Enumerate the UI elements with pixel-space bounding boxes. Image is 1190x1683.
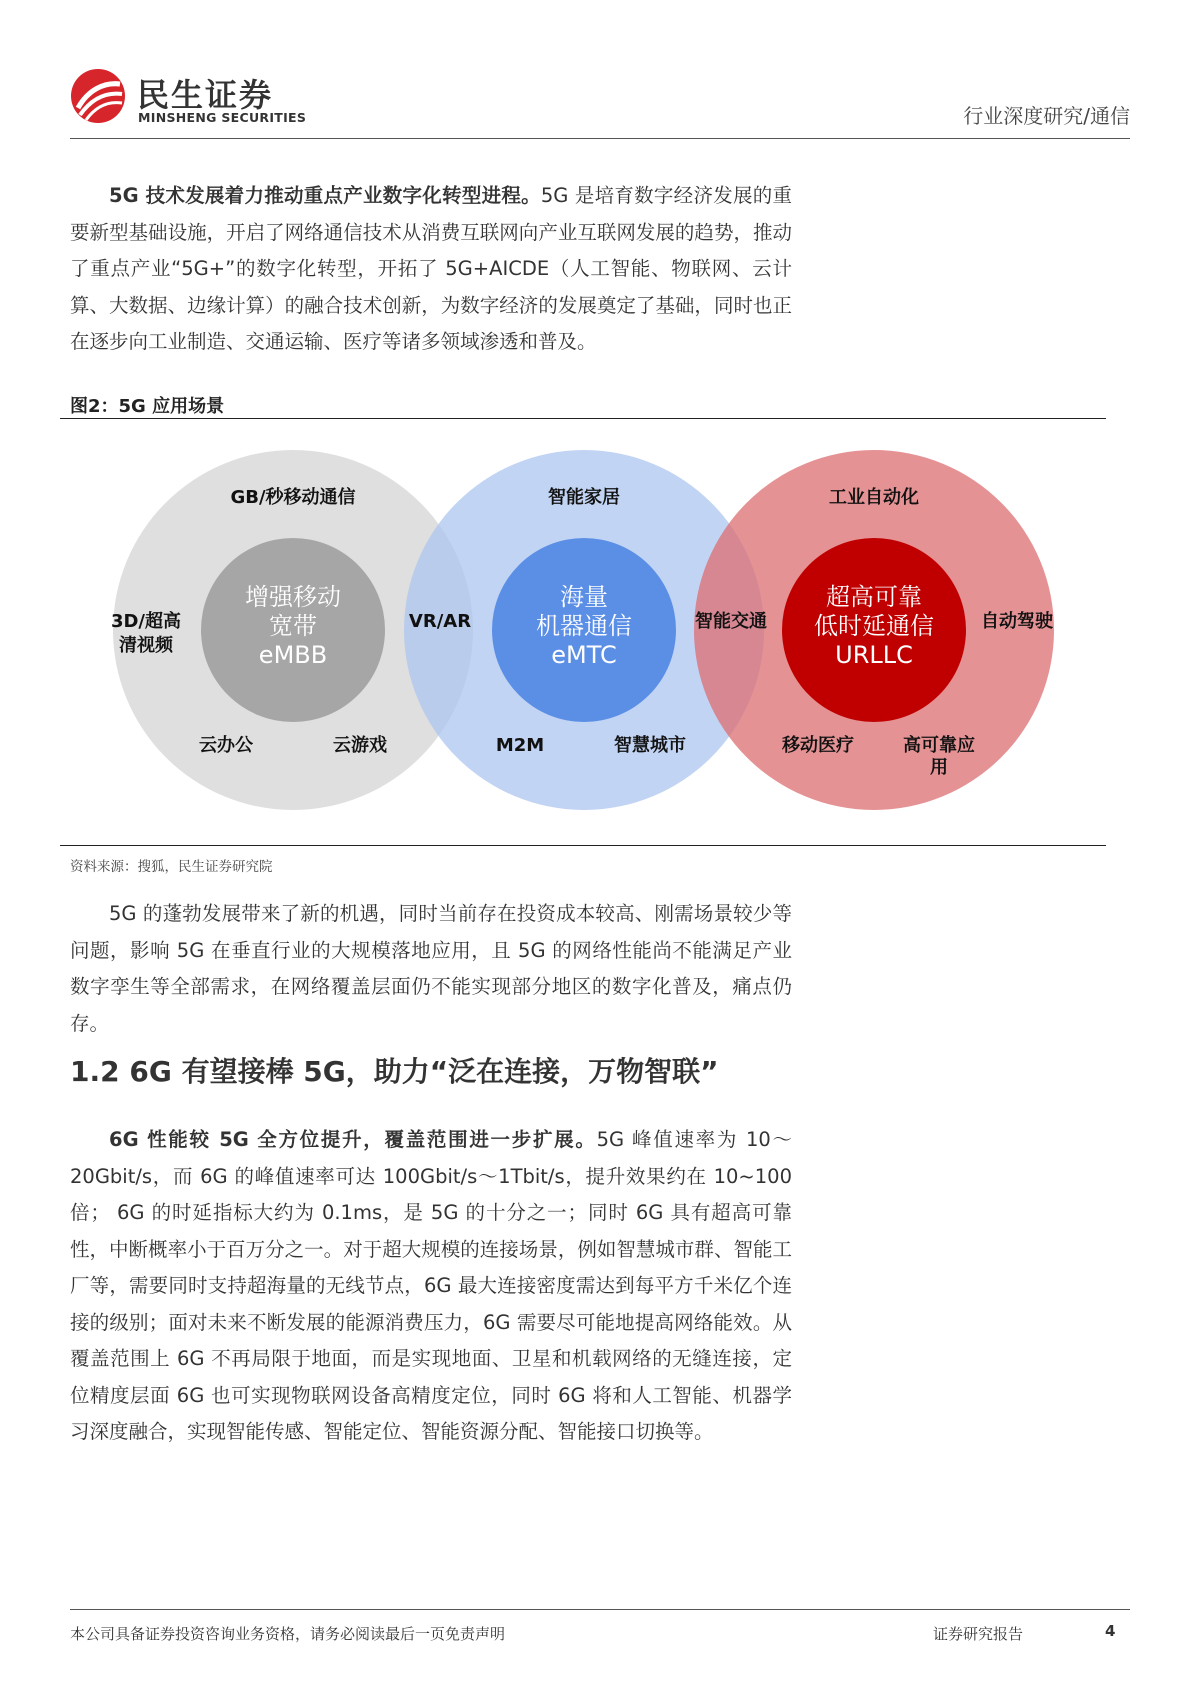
venn-diagram bbox=[60, 430, 1106, 840]
label-industry-automation: 工业自动化 bbox=[829, 487, 919, 508]
label-m2m: M2M bbox=[495, 735, 545, 756]
label-cloud-office: 云办公 bbox=[199, 735, 253, 756]
para3-lead: 6G 性能较 5G 全方位提升，覆盖范围进一步扩展。 bbox=[109, 1128, 597, 1151]
label-high-reliability-line1: 高可靠应 bbox=[903, 735, 975, 756]
figure-top-rule bbox=[60, 418, 1106, 419]
label-auto-drive: 自动驾驶 bbox=[981, 611, 1053, 632]
label-cloud-game: 云游戏 bbox=[333, 735, 387, 756]
header-divider bbox=[70, 138, 1130, 139]
intro-lead: 5G 技术发展着力推动重点产业数字化转型进程。 bbox=[109, 184, 541, 207]
label-smart-traffic: 智能交通 bbox=[695, 611, 767, 632]
report-header bbox=[70, 66, 1130, 140]
report-category: 行业深度研究/通信 bbox=[963, 104, 1130, 128]
label-vr-ar: VR/AR bbox=[408, 611, 472, 632]
urllc-core-line2: 低时延通信 bbox=[814, 612, 934, 640]
urllc-core-line3: URLLC bbox=[835, 641, 913, 669]
footer-divider bbox=[70, 1609, 1130, 1610]
minsheng-logo-icon bbox=[70, 68, 126, 124]
para3-body: 5G 峰值速率为 10～20Gbit/s，而 6G 的峰值速率可达 100Gbit/s～1Tbit/s，提升效果约在 10~100 倍； 6G 的时延指标大约为 0.1ms，是 5G 的十分之一；同时 6G 具有超高可靠性，中断概率小于百万分之一。对于超大规模的连接场景，例如智慧城市群、智能工厂等，需要同时支持超海量的无线节点，6G 最大连接密度需达到每平方千米亿个连接的级别；面对未来不断发展的能源消费压力，6G 需要尽可能地提高网络能效。从覆盖范围上 6G 不再局限于地面，而是实现地面、卫星和机载网络的无缝连接，定位精度层面 6G 也可实现物联网设备高精度定位，同时 6G 将和人工智能、机器学习深度融合，实现智能传感、智能定位、智能资源分配、智能接口切换等。 bbox=[70, 1128, 793, 1443]
embb-core-line2: 宽带 bbox=[269, 612, 317, 640]
embb-core-line1: 增强移动 bbox=[245, 583, 341, 611]
label-gb-mobile: GB/秒移动通信 bbox=[230, 487, 356, 508]
urllc-core-line1: 超高可靠 bbox=[826, 583, 922, 611]
figure-source: 资料来源：搜狐，民生证券研究院 bbox=[70, 859, 273, 875]
page-number: 4 bbox=[1105, 1622, 1116, 1640]
intro-paragraph bbox=[70, 178, 792, 361]
label-smart-city: 智慧城市 bbox=[614, 735, 686, 756]
figure-bottom-rule bbox=[60, 845, 1106, 846]
label-hd-video-line1: 3D/超高 bbox=[110, 611, 182, 632]
label-smart-home: 智能家居 bbox=[548, 487, 620, 508]
embb-core-line3: eMBB bbox=[258, 641, 328, 669]
emtc-core-line1: 海量 bbox=[560, 583, 608, 611]
emtc-core-line3: eMTC bbox=[551, 641, 617, 669]
emtc-core-line2: 机器通信 bbox=[536, 612, 632, 640]
section-heading: 1.2 6G 有望接棒 5G，助力“泛在连接，万物智联” bbox=[70, 1055, 719, 1088]
para2-text: 5G 的蓬勃发展带来了新的机遇，同时当前存在投资成本较高、刚需场景较少等问题，影响 5G 在垂直行业的大规模落地应用，且 5G 的网络性能尚不能满足产业数字孪生等全部需求，在网络覆盖层面仍不能实现部分地区的数字化普及，痛点仍存。 bbox=[70, 902, 792, 1035]
logo-chinese-name: 民生证券 bbox=[137, 76, 274, 114]
logo-english-name: MINSHENG SECURITIES bbox=[138, 110, 307, 125]
label-high-reliability-line2: 用 bbox=[930, 757, 948, 778]
footer-disclaimer: 本公司具备证券投资咨询业务资格，请务必阅读最后一页免责声明 bbox=[70, 1625, 506, 1643]
label-hd-video-line2: 清视频 bbox=[119, 635, 173, 656]
figure-title: 图2：5G 应用场景 bbox=[70, 396, 225, 417]
footer-report-type: 证券研究报告 bbox=[933, 1625, 1024, 1643]
intro-body: 5G 是培育数字经济发展的重要新型基础设施，开启了网络通信技术从消费互联网向产业互联网发展的趋势，推动了重点产业“5G+”的数字化转型，开拓了 5G+AICDE（人工智能、物联网、云计算、大数据、边缘计算）的融合技术创新，为数字经济的发展奠定了基础，同时也正在逐步向工业制造、交通运输、医疗等诸多领域渗透和普及。 bbox=[70, 184, 792, 353]
paragraph-6g-performance bbox=[70, 1122, 792, 1451]
label-mobile-medical: 移动医疗 bbox=[782, 735, 854, 756]
paragraph-pain-points bbox=[70, 896, 792, 1042]
